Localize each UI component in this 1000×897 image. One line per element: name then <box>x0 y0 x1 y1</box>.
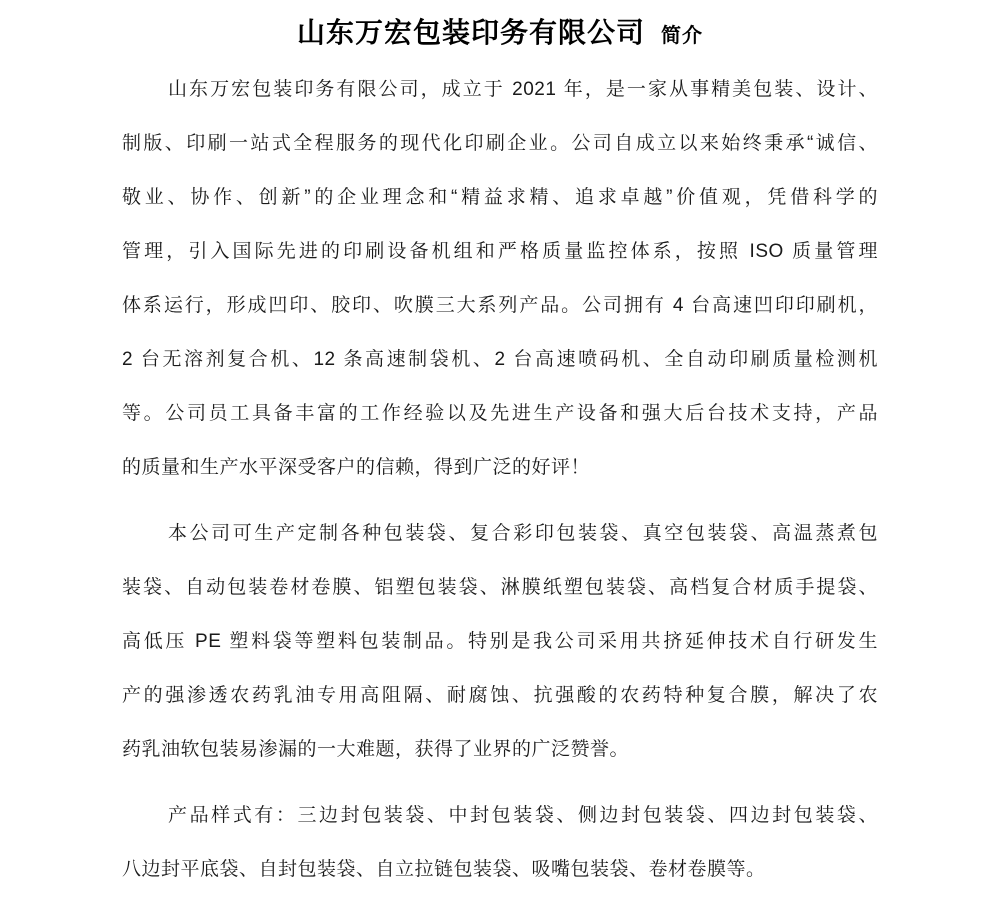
text-line: 体系运行，形成凹印、胶印、吹膜三大系列产品。公司拥有 4 台高速凹印印刷机， <box>122 295 878 316</box>
text-line: 的质量和生产水平深受客户的信赖，得到广泛的好评！ <box>122 457 591 478</box>
text-line: 药乳油软包装易渗漏的一大难题，获得了业界的广泛赞誉。 <box>122 739 630 760</box>
document-subtitle: 简介 <box>661 25 703 47</box>
text-line: 八边封平底袋、自封包装袋、自立拉链包装袋、吸嘴包装袋、卷材卷膜等。 <box>122 859 766 880</box>
text-line: 2 台无溶剂复合机、12 条高速制袋机、2 台高速喷码机、全自动印刷质量检测机 <box>122 349 878 370</box>
text-line: 高低压 PE 塑料袋等塑料包装制品。特别是我公司采用共挤延伸技术自行研发生 <box>122 631 878 652</box>
document-body <box>122 63 878 897</box>
text-line: 产的强渗透农药乳油专用高阻隔、耐腐蚀、抗强酸的农药特种复合膜，解决了农 <box>122 685 878 706</box>
company-name: 山东万宏包装印务有限公司 <box>296 17 645 48</box>
text-line: 装袋、自动包装卷材卷膜、铝塑包装袋、淋膜纸塑包装袋、高档复合材质手提袋、 <box>122 577 878 598</box>
text-line: 山东万宏包装印务有限公司，成立于 2021 年，是一家从事精美包装、设计、 <box>168 79 878 100</box>
text-line: 管理，引入国际先进的印刷设备机组和严格质量监控体系，按照 ISO 质量管理 <box>122 241 878 262</box>
text-line: 敬业、协作、创新”的企业理念和“精益求精、追求卓越”价值观，凭借科学的 <box>122 187 878 208</box>
text-line: 本公司可生产定制各种包装袋、复合彩印包装袋、真空包装袋、高温蒸煮包 <box>168 523 878 544</box>
text-line: 制版、印刷一站式全程服务的现代化印刷企业。公司自成立以来始终秉承“诚信、 <box>122 133 878 154</box>
paragraph-3 <box>122 789 878 897</box>
paragraph-1 <box>122 63 878 495</box>
text-line: 等。公司员工具备丰富的工作经验以及先进生产设备和强大后台技术支持，产品 <box>122 403 878 424</box>
document-title <box>122 12 878 55</box>
text-line: 产品样式有：三边封包装袋、中封包装袋、侧边封包装袋、四边封包装袋、 <box>168 805 878 826</box>
paragraph-2 <box>122 507 878 777</box>
